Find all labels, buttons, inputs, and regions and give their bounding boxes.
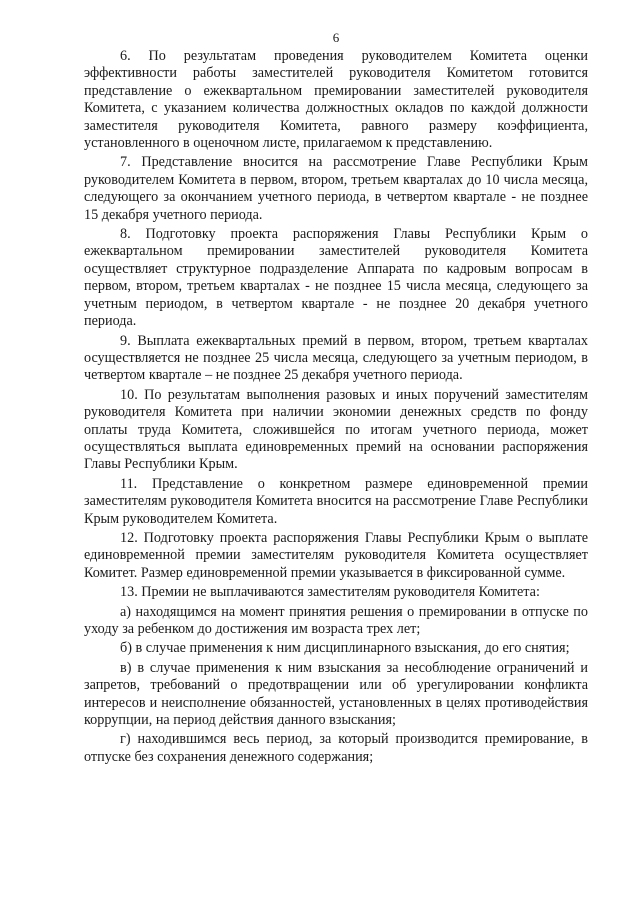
paragraph-10: 10. По результатам выполнения разовых и иных поручений заместителям руководителя Комитета при наличии экономии денежных средств по фонду оплаты труда Комитета, сложившейся по итогам учетного периода, может осуществляться выплата единовременных премий на основании распоряжения Главы Республики Крым. [84, 386, 588, 473]
subitem-v: в) в случае применения к ним взыскания за несоблюдение ограничений и запретов, требований о предотвращении или об урегулировании конфликта интересов и неисполнение обязанностей, установленных в целях противодействия коррупции, на период действия данного взыскания; [84, 659, 588, 729]
subitem-g: г) находившимся весь период, за который производится премирование, в отпуске без сохранения денежного содержания; [84, 731, 588, 765]
paragraph-6: 6. По результатам проведения руководителем Комитета оценки эффективности работы заместителей руководителя Комитетом готовится представление о ежеквартальном премировании заместителей руководителя Комитета, с указанием количества должностных окладов по каждой должности заместителя руководителя Комитета, равного размеру коэффициента, установленного в оценочном листе, прилагаемом к представлению. [84, 48, 588, 152]
paragraph-12: 12. Подготовку проекта распоряжения Главы Республики Крым о выплате единовременной премии заместителям руководителя Комитета осуществляет Комитет. Размер единовременной премии указывается в фиксированной сумме. [84, 529, 588, 581]
paragraph-7: 7. Представление вносится на рассмотрение Главе Республики Крым руководителем Комитета в первом, втором, третьем кварталах до 10 числа месяца, следующего за окончанием учетного периода, в четвертом квартале - не позднее 15 декабря учетного периода. [84, 154, 588, 223]
paragraph-11: 11. Представление о конкретном размере единовременной премии заместителям руководителя Комитета вносится на рассмотрение Главе Республики Крым руководителем Комитета. [84, 475, 588, 527]
page-number: 6 [332, 30, 340, 45]
paragraph-8: 8. Подготовку проекта распоряжения Главы Республики Крым о ежеквартальном премировании заместителей руководителя Комитета осуществляет структурное подразделение Аппарата по кадровым вопросам в первом, втором, третьем кварталах - не позднее 15 числа месяца, следующего за учетным периодом, в четвертом квартале - не позднее 20 декабря учетного периода. [84, 226, 588, 330]
paragraph-13: 13. Премии не выплачиваются заместителям руководителя Комитета: [120, 584, 540, 601]
subitem-a: а) находящимся на момент принятия решения о премировании в отпуске по уходу за ребенком до достижения им возраста трех лет; [84, 603, 588, 637]
subitem-b: б) в случае применения к ним дисциплинарного взыскания, до его снятия; [120, 640, 570, 657]
paragraph-9: 9. Выплата ежеквартальных премий в первом, втором, третьем кварталах осуществляется не позднее 25 числа месяца, следующего за учетным периодом, в четвертом квартале – не позднее 25 декабря учетного периода. [84, 332, 588, 384]
